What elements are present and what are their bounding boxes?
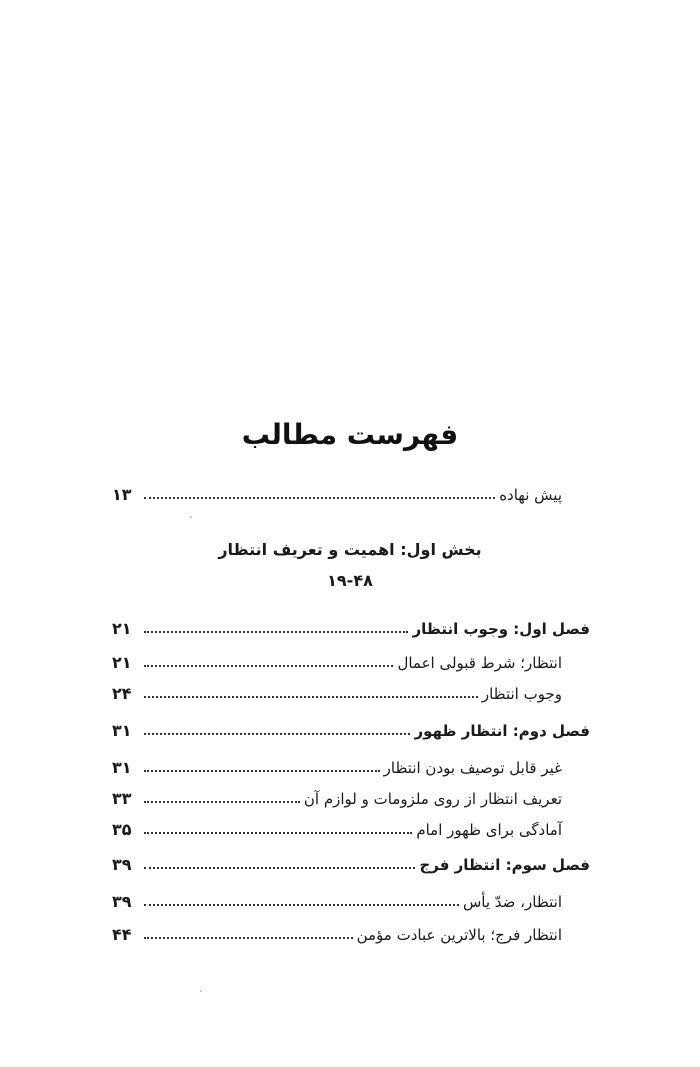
toc-entry-label: پیش نهاده [499, 486, 562, 504]
toc-entry-chapter-2[interactable] [112, 714, 590, 740]
toc-entry-page: ۳۳ [112, 789, 132, 808]
toc-entry-intro[interactable] [112, 478, 562, 504]
toc-entry-label: انتظار؛ شرط قبولی اعمال [397, 654, 562, 672]
toc-entry[interactable] [112, 918, 562, 944]
toc-title: فهرست مطالب [241, 418, 459, 451]
part-page-range: ۱۹-۴۸ [327, 571, 373, 590]
toc-entry-label: فصل سوم: انتظار فرج [419, 856, 590, 874]
dot-leader [144, 801, 300, 803]
toc-entry[interactable] [112, 751, 562, 777]
dot-leader [144, 665, 393, 667]
dot-leader [144, 937, 353, 939]
toc-entry-label: فصل اول: وجوب انتظار [412, 620, 590, 638]
dot-leader [144, 904, 459, 906]
dot-leader [144, 696, 478, 698]
toc-entry[interactable] [112, 646, 562, 672]
toc-entry-page: ۳۹ [112, 855, 132, 874]
toc-entry[interactable] [112, 885, 562, 911]
paper-speck [190, 516, 192, 518]
toc-entry-page: ۲۱ [112, 653, 132, 672]
dot-leader [144, 733, 410, 735]
toc-entry-label: تعریف انتظار از روی ملزومات و لوازم آن [303, 790, 562, 808]
toc-entry-page: ۱۳ [112, 485, 132, 504]
toc-entry-page: ۳۱ [112, 758, 132, 777]
toc-entry-page: ۳۹ [112, 892, 132, 911]
part-title: بخش اول: اهمیت و تعریف انتظار [218, 540, 482, 559]
toc-entry-page: ۳۱ [112, 721, 132, 740]
toc-entry-page: ۴۴ [112, 925, 132, 944]
toc-entry[interactable] [112, 677, 562, 703]
toc-entry-page: ۲۴ [112, 684, 132, 703]
dot-leader [144, 631, 408, 633]
toc-entry-chapter-3[interactable] [112, 848, 590, 874]
toc-entry-label: انتظار فرج؛ بالاترین عبادت مؤمن [356, 926, 562, 944]
toc-entry-page: ۲۱ [112, 619, 132, 638]
dot-leader [144, 770, 380, 772]
toc-entry-label: غیر قابل توصیف بودن انتظار [383, 759, 562, 777]
toc-entry-chapter-1[interactable] [112, 612, 590, 638]
toc-entry[interactable] [112, 782, 562, 808]
toc-entry-label: وجوب انتظار [481, 685, 562, 703]
paper-speck [200, 990, 202, 992]
toc-entry-label: انتظار، ضدّ یأس [462, 893, 562, 911]
toc-entry-label: فصل دوم: انتظار ظهور [414, 722, 590, 740]
toc-entry-label: آمادگی برای ظهور امام [416, 821, 562, 839]
dot-leader [144, 832, 412, 834]
dot-leader [144, 867, 415, 869]
dot-leader [144, 497, 495, 499]
toc-entry-page: ۳۵ [112, 820, 132, 839]
toc-entry[interactable] [112, 813, 562, 839]
